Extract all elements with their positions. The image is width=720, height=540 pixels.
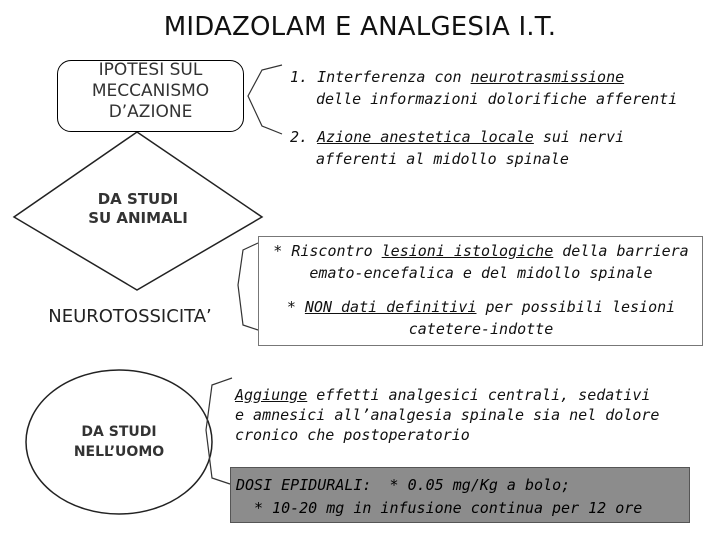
dosi-text <box>236 474 688 520</box>
dosi-line1: DOSI EPIDURALI: * 0.05 mg/Kg a bolo; <box>236 476 571 494</box>
lesioni-suffix: per possibili lesioni <box>476 298 676 316</box>
item2-suffix: sui nervi <box>533 128 625 146</box>
riscontro-prefix: * Riscontro <box>273 242 382 260</box>
lesioni-underlined: NON dati definitivi <box>304 298 477 316</box>
aggiunge-text <box>235 385 705 445</box>
aggiunge-line3: cronico che postoperatorio <box>235 426 470 444</box>
item2-line2: afferenti al midollo spinale <box>316 150 569 168</box>
riscontro-suffix: della barriera <box>553 242 689 260</box>
animali-line2: SU ANIMALI <box>88 209 188 227</box>
dosi-line2: * 10-20 mg in infusione continua per 12 ore <box>254 499 643 517</box>
riscontro-underlined: lesioni istologiche <box>381 242 554 260</box>
lesioni-prefix: * <box>286 298 305 316</box>
ipotesi-connector <box>248 65 282 134</box>
aggiunge-line2: e amnesici all’analgesia spinale sia nel dolore <box>235 406 660 424</box>
item1-line2: delle informazioni dolorifiche afferenti <box>316 90 678 108</box>
uomo-line2: NELL’UOMO <box>73 444 165 460</box>
item1-prefix: 1. Interferenza con <box>290 68 471 86</box>
ipotesi-label-line3: D’AZIONE <box>108 102 193 122</box>
page-title: MIDAZOLAM E ANALGESIA I.T. <box>163 12 557 42</box>
aggiunge-suffix: effetti analgesici centrali, sedativi <box>307 386 651 404</box>
aggiunge-underlined: Aggiunge <box>235 386 308 404</box>
uomo-label <box>45 422 193 462</box>
ipotesi-label-line2: MECCANISMO <box>91 81 210 101</box>
neurotossicita-label: NEUROTOSSICITA’ <box>48 306 212 327</box>
item2-underlined: Azione anestetica locale <box>317 128 534 146</box>
riscontro-text <box>262 240 700 284</box>
item2-prefix: 2. <box>290 128 318 146</box>
ipotesi-label-line1: IPOTESI SUL <box>98 60 203 80</box>
item1-underlined: neurotrasmissione <box>470 68 625 86</box>
animali-line1: DA STUDI <box>97 190 179 208</box>
animali-label <box>60 190 216 228</box>
lesioni-text <box>262 296 700 340</box>
ipotesi-label <box>57 60 244 123</box>
ipotesi-item-1 <box>290 66 715 110</box>
ipotesi-item-2 <box>290 126 715 170</box>
uomo-line1: DA STUDI <box>81 424 157 440</box>
riscontro-line2: emato-encefalica e del midollo spinale <box>309 264 653 282</box>
lesioni-line2: catetere-indotte <box>408 320 554 338</box>
